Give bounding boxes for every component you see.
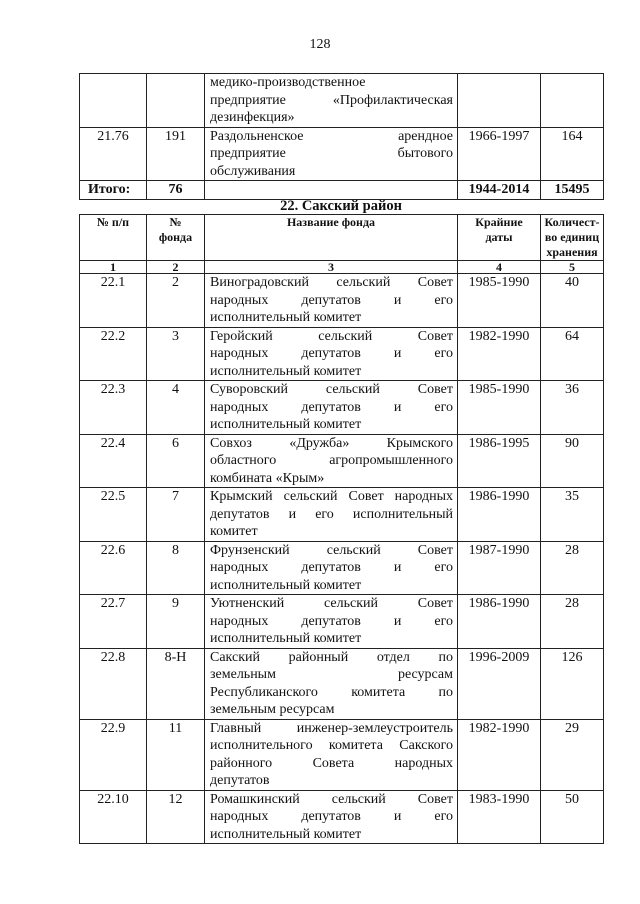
fond-number: 191 <box>147 127 205 181</box>
fond-name <box>205 541 458 595</box>
fond-name-line: Крымский сельский Совет народных <box>210 489 453 504</box>
total-label: Итого: <box>80 181 147 200</box>
date-range: 1986-1995 <box>458 434 541 488</box>
table-row <box>80 595 604 649</box>
storage-units: 64 <box>541 327 604 381</box>
header-dates <box>458 215 541 261</box>
storage-units: 36 <box>541 381 604 435</box>
fond-name-line: народных депутатов и его <box>210 292 453 308</box>
storage-units: 28 <box>541 541 604 595</box>
header-dates-line: даты <box>485 230 513 244</box>
date-range: 1983-1990 <box>458 790 541 844</box>
fond-name-line: предприятие бытового <box>210 146 453 161</box>
column-index: 4 <box>458 261 541 274</box>
fond-name-line: депутатов <box>210 773 270 788</box>
storage-units: 40 <box>541 274 604 328</box>
fond-name-line: Раздольненское арендное <box>210 128 453 144</box>
row-number: 22.6 <box>80 541 147 595</box>
fond-name-line: исполнительного комитета Сакского <box>210 738 453 753</box>
table-row <box>80 381 604 435</box>
header-fond-line: № <box>169 215 182 229</box>
fond-number <box>147 74 205 128</box>
date-range: 1987-1990 <box>458 541 541 595</box>
total-fond-count: 76 <box>147 181 205 200</box>
header-dates-line: Крайние <box>475 215 523 229</box>
fond-name-line: Ромашкинский сельский Совет <box>210 791 453 807</box>
fond-number: 7 <box>147 488 205 542</box>
table-row <box>80 127 604 181</box>
fond-name-line: народных депутатов и его <box>210 809 453 824</box>
date-range: 1982-1990 <box>458 719 541 790</box>
header-fond-line: фонда <box>158 230 193 244</box>
date-range: 1982-1990 <box>458 327 541 381</box>
table-row <box>80 719 604 790</box>
fond-number: 12 <box>147 790 205 844</box>
table-row <box>80 790 604 844</box>
table-row <box>80 648 604 719</box>
fond-name <box>205 488 458 542</box>
fond-name-line: Совхоз «Дружба» Крымского <box>210 435 453 451</box>
storage-units: 164 <box>541 127 604 181</box>
header-count-line: Количест- <box>544 215 600 229</box>
fond-name-line: Главный инженер-землеустроитель <box>210 720 453 736</box>
column-index: 3 <box>205 261 458 274</box>
fond-name-line: народных депутатов и его <box>210 399 453 415</box>
page-number: 128 <box>309 37 331 52</box>
date-range: 1996-2009 <box>458 648 541 719</box>
row-number: 22.1 <box>80 274 147 328</box>
fond-name-line: Уютненский сельский Совет <box>210 596 453 611</box>
fond-name-line: исполнительный комитет <box>210 417 362 432</box>
header-count <box>541 215 604 261</box>
table-row <box>80 327 604 381</box>
saki-district-archive-table <box>79 214 604 844</box>
date-range: 1966-1997 <box>458 127 541 181</box>
storage-units: 28 <box>541 595 604 649</box>
row-number: 22.5 <box>80 488 147 542</box>
fond-name-line: исполнительный комитет <box>210 310 362 325</box>
fond-name-line: исполнительный комитет <box>210 826 362 842</box>
total-row <box>80 181 604 200</box>
fond-name-line: Виноградовский сельский Совет <box>210 275 453 290</box>
date-range: 1985-1990 <box>458 381 541 435</box>
header-name: Название фонда <box>205 215 458 261</box>
fond-name <box>205 790 458 844</box>
storage-units: 35 <box>541 488 604 542</box>
column-index-row <box>80 261 604 274</box>
fond-name <box>205 74 458 128</box>
fond-name-line: народных депутатов и его <box>210 346 453 361</box>
storage-units: 126 <box>541 648 604 719</box>
row-number: 22.7 <box>80 595 147 649</box>
fond-name <box>205 381 458 435</box>
header-count-line: во единиц <box>544 230 600 244</box>
header-count-line: хранения <box>546 245 598 259</box>
fond-name-line: комитет <box>210 524 258 539</box>
fond-number: 11 <box>147 719 205 790</box>
fond-name-line: депутатов и его исполнительный <box>210 506 453 522</box>
fond-name-line: дезинфекция» <box>210 110 295 125</box>
storage-units: 90 <box>541 434 604 488</box>
fond-name <box>205 127 458 181</box>
column-index: 5 <box>541 261 604 274</box>
column-index: 1 <box>80 261 147 274</box>
fond-number: 2 <box>147 274 205 328</box>
fond-name-line: областного агропромышленного <box>210 453 453 468</box>
fond-name-line: Республиканского комитета по <box>210 684 453 700</box>
row-number <box>80 74 147 128</box>
date-range: 1986-1990 <box>458 488 541 542</box>
fond-name-line: народных депутатов и его <box>210 560 453 575</box>
total-storage-count: 15495 <box>541 181 604 200</box>
row-number: 22.3 <box>80 381 147 435</box>
fond-name <box>205 434 458 488</box>
header-row <box>80 215 604 261</box>
row-number: 22.4 <box>80 434 147 488</box>
table-row <box>80 274 604 328</box>
fond-name-line: Суворовский сельский Совет <box>210 382 453 397</box>
fond-name-line: предприятие «Профилактическая <box>210 92 453 108</box>
fond-number: 6 <box>147 434 205 488</box>
column-index: 2 <box>147 261 205 274</box>
fond-name <box>205 327 458 381</box>
fond-number: 8-Н <box>147 648 205 719</box>
table-row <box>80 74 604 128</box>
row-number: 21.76 <box>80 127 147 181</box>
fond-name <box>205 648 458 719</box>
row-number: 22.8 <box>80 648 147 719</box>
total-name-cell <box>205 181 458 200</box>
fond-name <box>205 595 458 649</box>
fond-name-line: исполнительный комитет <box>210 577 362 593</box>
row-number: 22.10 <box>80 790 147 844</box>
table-row <box>80 488 604 542</box>
storage-units: 50 <box>541 790 604 844</box>
table-row <box>80 434 604 488</box>
date-range: 1986-1990 <box>458 595 541 649</box>
fond-number: 9 <box>147 595 205 649</box>
fond-name-line: Геройский сельский Совет <box>210 328 453 344</box>
date-range <box>458 74 541 128</box>
fond-name-line: народных депутатов и его <box>210 613 453 629</box>
fond-name-line: обслуживания <box>210 163 296 179</box>
total-dates: 1944-2014 <box>458 181 541 200</box>
fond-name-line: комбината «Крым» <box>210 470 325 486</box>
header-fond <box>147 215 205 261</box>
fond-name-line: Фрунзенский сельский Совет <box>210 542 453 558</box>
header-num: № п/п <box>80 215 147 261</box>
continued-archive-table <box>79 73 604 200</box>
section-title: 22. Сакский район <box>280 198 402 214</box>
row-number: 22.9 <box>80 719 147 790</box>
date-range: 1985-1990 <box>458 274 541 328</box>
fond-number: 3 <box>147 327 205 381</box>
storage-units <box>541 74 604 128</box>
fond-name-line: земельным ресурсам <box>210 702 335 717</box>
fond-name-line: земельным ресурсам <box>210 667 453 682</box>
fond-name-line: Сакский районный отдел по <box>210 649 453 665</box>
fond-name <box>205 274 458 328</box>
fond-name-line: районного Совета народных <box>210 755 453 771</box>
row-number: 22.2 <box>80 327 147 381</box>
fond-number: 4 <box>147 381 205 435</box>
storage-units: 29 <box>541 719 604 790</box>
fond-name-line: медико-производственное <box>210 75 366 90</box>
fond-name-line: исполнительный комитет <box>210 631 362 646</box>
table-row <box>80 541 604 595</box>
fond-name-line: исполнительный комитет <box>210 363 362 379</box>
fond-number: 8 <box>147 541 205 595</box>
fond-name <box>205 719 458 790</box>
